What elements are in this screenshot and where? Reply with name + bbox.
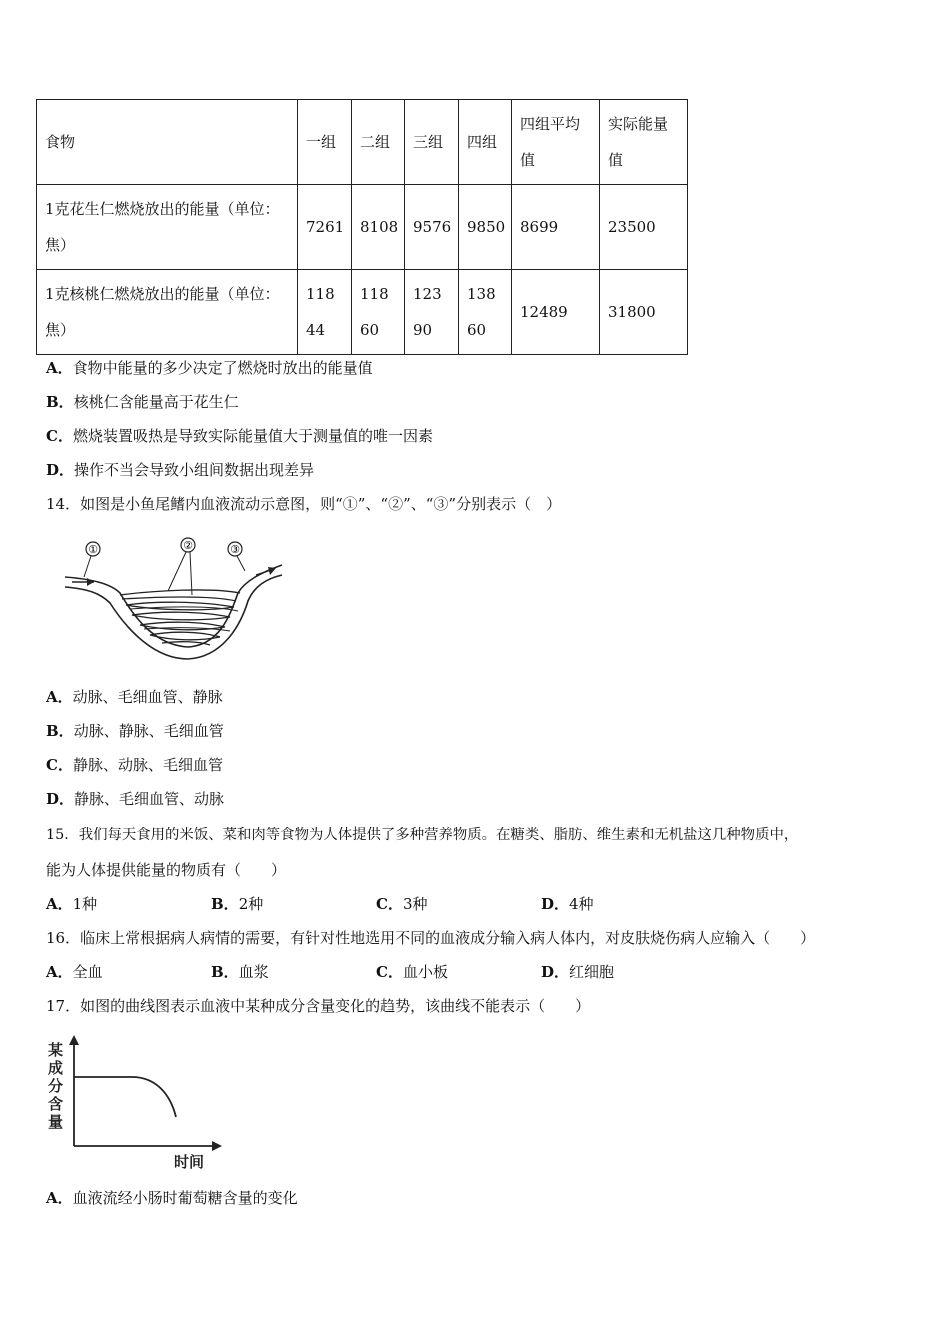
q17-stem: 17．如图的曲线图表示血液中某种成分含量变化的趋势，该曲线不能表示（ ） bbox=[46, 997, 591, 1015]
option-text: 全血 bbox=[72, 963, 103, 981]
table-cell: 8108 bbox=[352, 185, 405, 270]
option-letter: B． bbox=[211, 963, 239, 981]
option-text: 静脉、毛细血管、动脉 bbox=[74, 790, 225, 808]
label-1 bbox=[86, 542, 100, 556]
option-letter: A． bbox=[46, 359, 73, 377]
label-2 bbox=[181, 538, 195, 552]
table-cell: 9850 bbox=[459, 185, 512, 270]
q13-option-b bbox=[46, 392, 239, 412]
option-letter: D． bbox=[46, 790, 75, 808]
option-text: 2种 bbox=[238, 895, 264, 913]
table-header-cell: 食物 bbox=[37, 100, 298, 185]
label-2-text: ② bbox=[183, 539, 193, 552]
option-text: 血浆 bbox=[238, 963, 269, 981]
option-letter: C． bbox=[46, 427, 73, 445]
option-text: 动脉、毛细血管、静脉 bbox=[72, 688, 223, 706]
option-text: 食物中能量的多少决定了燃烧时放出的能量值 bbox=[72, 359, 373, 377]
x-axis-arrow bbox=[212, 1141, 222, 1151]
table-row bbox=[37, 185, 688, 270]
q15-option-b bbox=[211, 894, 263, 914]
table-header-cell: 四组 bbox=[459, 100, 512, 185]
q15-option-a bbox=[46, 894, 97, 914]
q16-option-d bbox=[541, 962, 614, 982]
table-header-row bbox=[37, 100, 688, 185]
q16-option-c bbox=[376, 962, 448, 982]
energy-table bbox=[36, 99, 688, 355]
table-cell: 8699 bbox=[512, 185, 600, 270]
table-header-cell: 实际能量值 bbox=[600, 100, 688, 185]
label-3-text: ③ bbox=[230, 543, 240, 556]
option-letter: D． bbox=[541, 963, 570, 981]
q15-stem-line1: 15．我们每天食用的米饭、菜和肉等食物为人体提供了多种营养物质。在糖类、脂肪、维生素和无机盐这几种物质中， bbox=[46, 827, 799, 843]
option-letter: A． bbox=[46, 1189, 73, 1207]
option-text: 4种 bbox=[569, 895, 594, 913]
q13-option-d bbox=[46, 460, 314, 480]
q15-option-c bbox=[376, 894, 428, 914]
table-header-cell: 四组平均值 bbox=[512, 100, 600, 185]
option-text: 血小板 bbox=[402, 963, 448, 981]
option-text: 1种 bbox=[72, 895, 98, 913]
fish-tail-blood-flow-diagram bbox=[60, 535, 290, 670]
q14-option-d bbox=[46, 789, 224, 809]
option-text: 血液流经小肠时葡萄糖含量的变化 bbox=[72, 1189, 298, 1207]
q15-option-d bbox=[541, 894, 594, 914]
label-3 bbox=[228, 542, 242, 556]
q14-option-a bbox=[46, 687, 223, 707]
y-axis-label-char: 量 bbox=[48, 1113, 64, 1131]
q14-stem: 14．如图是小鱼尾鳍内血液流动示意图，则“①”、“②”、“③”分别表示（ ） bbox=[46, 495, 562, 513]
q16-option-b bbox=[211, 962, 269, 982]
trend-curve bbox=[74, 1077, 176, 1117]
table-cell: 7261 bbox=[298, 185, 352, 270]
table-cell: 9576 bbox=[405, 185, 459, 270]
y-axis-label-char: 某 bbox=[48, 1041, 64, 1059]
option-letter: C． bbox=[376, 895, 403, 913]
option-text: 操作不当会导致小组间数据出现差异 bbox=[74, 461, 315, 479]
y-axis-label-char: 分 bbox=[48, 1077, 64, 1095]
x-axis-label: 时间 bbox=[174, 1153, 205, 1171]
table-cell: 11844 bbox=[298, 270, 352, 355]
table-cell: 23500 bbox=[600, 185, 688, 270]
blood-component-curve-chart bbox=[40, 1035, 240, 1175]
option-text: 3种 bbox=[402, 895, 428, 913]
option-letter: D． bbox=[541, 895, 570, 913]
table-cell-food: 1克核桃仁燃烧放出的能量（单位：焦） bbox=[37, 270, 298, 355]
option-letter: B． bbox=[46, 393, 74, 411]
q16-option-a bbox=[46, 962, 103, 982]
q13-option-a bbox=[46, 358, 373, 378]
option-letter: A． bbox=[46, 963, 73, 981]
table-cell: 12390 bbox=[405, 270, 459, 355]
option-text: 燃烧装置吸热是导致实际能量值大于测量值的唯一因素 bbox=[72, 427, 433, 445]
q17-option-a bbox=[46, 1188, 298, 1208]
option-text: 静脉、动脉、毛细血管 bbox=[72, 756, 223, 774]
q14-option-c bbox=[46, 755, 223, 775]
table-header-cell: 二组 bbox=[352, 100, 405, 185]
q14-option-b bbox=[46, 721, 224, 741]
option-text: 动脉、静脉、毛细血管 bbox=[73, 722, 224, 740]
table-cell-food: 1克花生仁燃烧放出的能量（单位：焦） bbox=[37, 185, 298, 270]
table-cell: 12489 bbox=[512, 270, 600, 355]
table-row bbox=[37, 270, 688, 355]
option-letter: A． bbox=[46, 688, 73, 706]
option-text: 红细胞 bbox=[569, 963, 615, 981]
y-axis-label-char: 成 bbox=[48, 1059, 64, 1077]
q13-option-c bbox=[46, 426, 433, 446]
table-cell: 13860 bbox=[459, 270, 512, 355]
option-letter: B． bbox=[46, 722, 74, 740]
table-cell: 31800 bbox=[600, 270, 688, 355]
label-1-text: ① bbox=[88, 543, 98, 556]
option-letter: B． bbox=[211, 895, 239, 913]
option-text: 核桃仁含能量高于花生仁 bbox=[73, 393, 239, 411]
y-axis-arrow bbox=[69, 1035, 79, 1045]
option-letter: C． bbox=[376, 963, 403, 981]
option-letter: C． bbox=[46, 756, 73, 774]
table-header-cell: 一组 bbox=[298, 100, 352, 185]
q15-stem-line2: 能为人体提供能量的物质有（ ） bbox=[46, 861, 287, 879]
option-letter: D． bbox=[46, 461, 75, 479]
q16-stem: 16．临床上常根据病人病情的需要，有针对性地选用不同的血液成分输入病人体内，对皮肤烧伤病人应输入（ ） bbox=[46, 929, 816, 947]
option-letter: A． bbox=[46, 895, 73, 913]
table-header-cell: 三组 bbox=[405, 100, 459, 185]
y-axis-label-char: 含 bbox=[48, 1095, 64, 1113]
table-cell: 11860 bbox=[352, 270, 405, 355]
